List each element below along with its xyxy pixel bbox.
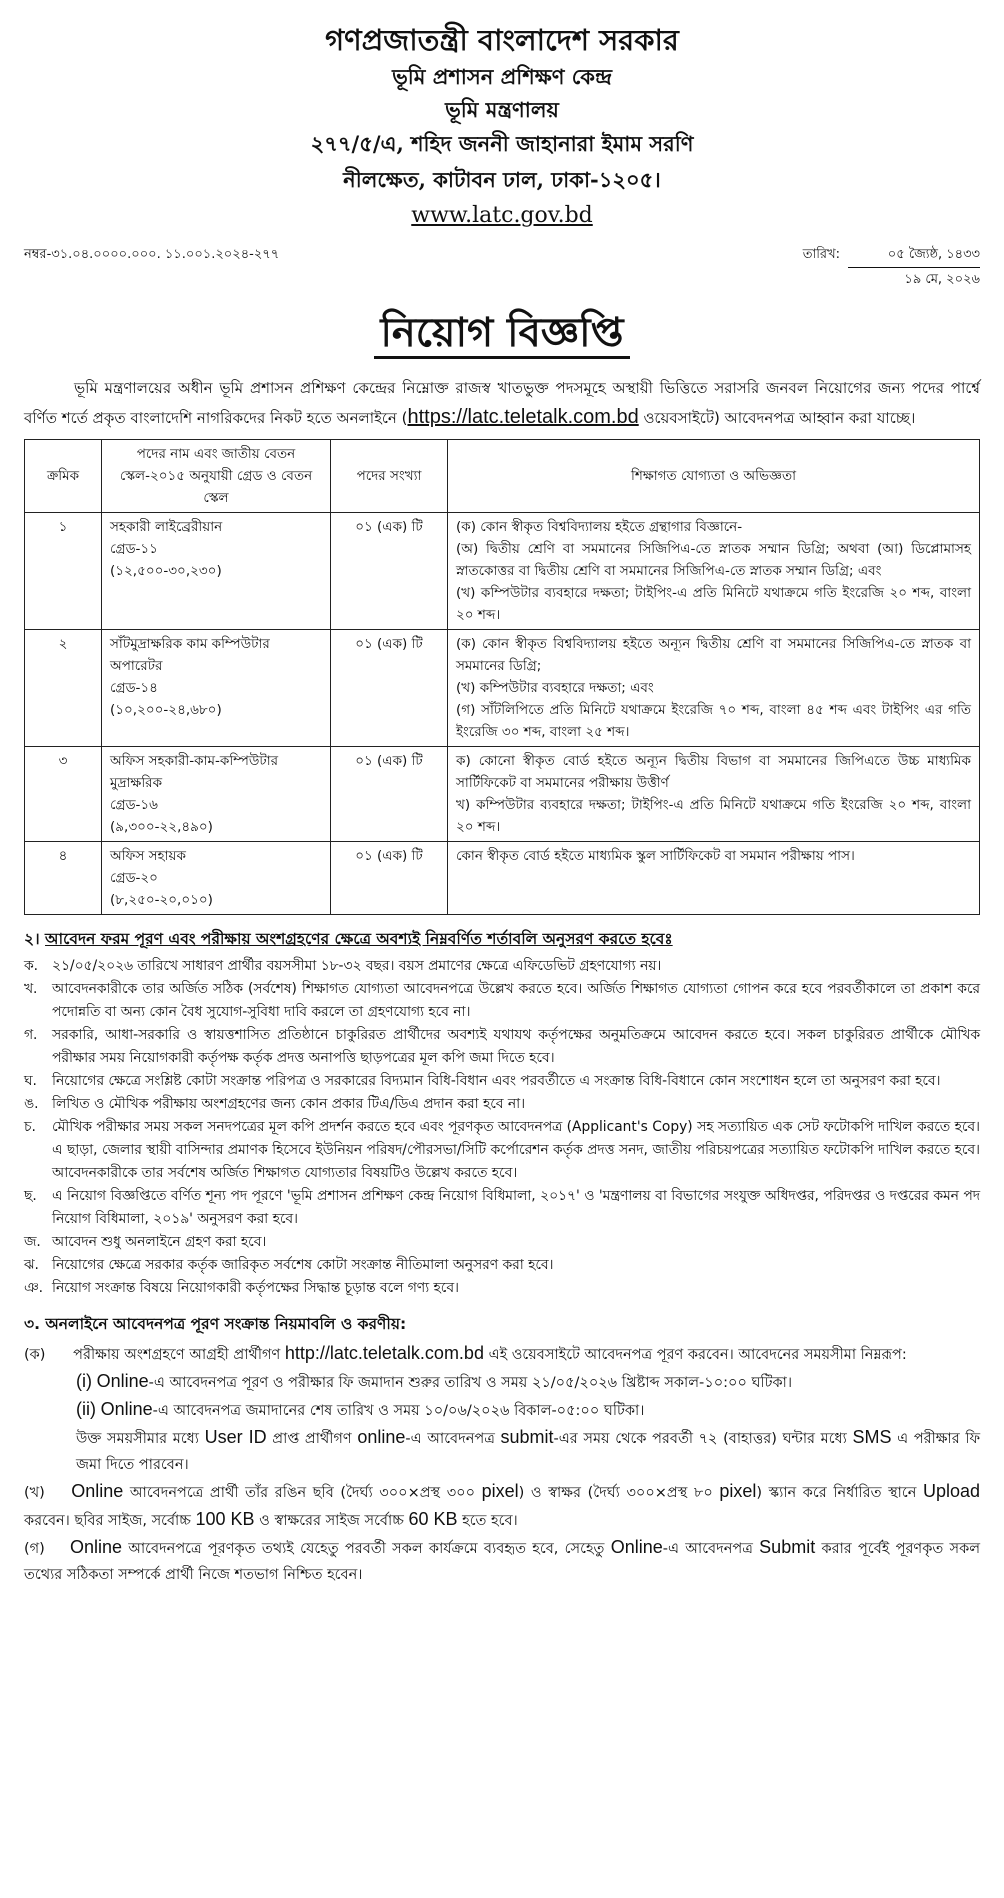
item-text: আবেদনকারীকে তার অর্জিত সঠিক (সর্বশেষ) শিক্ষাগত যোগ্যতা আবেদনপত্রে উল্লেখ করতে হবে। অর্জিত শিক্ষাগত যোগ্যতা গোপন করে হবে পরবর্তীকালে তা প্রকাশ করে পদোন্নতি বা অন্য কোন বৈধ সুযোগ-সুবিধা দাবি করলে তা গ্রহণযোগ্য হবে না।: [52, 981, 980, 1020]
post-scale: (১২,৫০০-৩০,২৩০): [110, 563, 222, 579]
row-qualification: [448, 513, 980, 630]
ga-text: -এ আবেদনপত্র: [662, 1541, 753, 1557]
note-text: এ পরীক্ষার ফি জমা দিতে পারবেন।: [76, 1431, 981, 1473]
intro-paragraph: [24, 374, 980, 433]
qual-line: (খ) কম্পিউটার ব্যবহারে দক্ষতা; এবং: [456, 680, 654, 696]
qual-line: (ক) কোন স্বীকৃত বিশ্ববিদ্যালয় হইতে অন্যূন দ্বিতীয় শ্রেণি বা সমমানের সিজিপিএ-তে স্নাতক বা সমমানের ডিগ্রি;: [456, 636, 971, 674]
online-term: Online: [610, 1537, 663, 1557]
section-3-body: [24, 1340, 980, 1588]
item-text: নিয়োগ সংক্রান্ত বিষয়ে নিয়োগকারী কর্তৃপক্ষের সিদ্ধান্ত চূড়ান্ত বলে গণ্য হবে।: [52, 1280, 459, 1296]
kha-text: হতে হবে।: [462, 1513, 518, 1529]
ka-text-2: এই ওয়েবসাইটে আবেদনপত্র পূরণ করবেন। আবেদনের সময়সীমা নিম্নরূপ:: [488, 1347, 907, 1363]
row-qualification: [448, 630, 980, 747]
memo-row: [24, 246, 980, 300]
item-key: ছ.: [24, 1188, 37, 1204]
post-scale: (১০,২০০-২৪,৬৮০): [110, 702, 222, 718]
post-scale: (৮,২৫০-২০,০১০): [110, 892, 213, 908]
intro-text: ভূমি মন্ত্রণালয়ের অধীন ভূমি প্রশাসন প্রশিক্ষণ কেন্দ্রের নিম্নোক্ত রাজস্ব খাতভুক্ত পদসমূহে অস্থায়ী ভিত্তিতে সরাসরি জনবল নিয়োগের জন্য পদের পার্শ্বে বর্ণিত শর্তে প্রকৃত বাংলাদেশি নাগরিকদের নিকট হতে অনলাইনে (: [24, 379, 980, 427]
address-line-1: ২৭৭/৫/এ, শহিদ জননী জাহানারা ইমাম সরণি: [310, 131, 694, 156]
qual-line: খ) কম্পিউটার ব্যবহারে দক্ষতা; টাইপিং-এ প্রতি মিনিটে যথাক্রমে গতি ইংরেজি ২০ শব্দ, বাংলা ২০ শব্দ।: [456, 797, 971, 835]
item-text: সরকারি, আধা-সরকারি ও স্বায়ত্তশাসিত প্রতিষ্ঠানে চাকুরিরত প্রার্থীদের অবশ্যই যথাযথ কর্তৃপক্ষের অনুমতিক্রমে আবেদন করতে হবে। সকল চাকুরিরত প্রার্থীকে মৌখিক পরীক্ষার সময় নিয়োগকারী কর্তৃপক্ষ কর্তৃক প্রদত্ত অনাপত্তি ছাড়পত্রের মূল কপি জমা দিতে হবে।: [52, 1027, 980, 1066]
row-post: [102, 842, 331, 915]
list-item: [24, 1185, 980, 1231]
schedule-ii: [24, 1396, 980, 1424]
kha-text: ) ও স্বাক্ষর (দৈর্ঘ্য ৩০০×প্রস্থ ৮০: [518, 1485, 713, 1501]
schedule-i-text: -এ আবেদনপত্র পূরণ ও পরীক্ষার ফি জমাদান শুরুর তারিখ ও সময় ২১/০৫/২০২৬ খ্রিষ্টাব্দ সকাল-১০:০০ ঘটিকা।: [148, 1375, 793, 1391]
post-name: অফিস সহকারী-কাম-কম্পিউটার মুদ্রাক্ষরিক: [110, 753, 279, 791]
list-item: [24, 978, 980, 1024]
col-count: পদের সংখ্যা: [331, 440, 448, 513]
user-id-note: [24, 1424, 980, 1478]
list-item: [24, 1024, 980, 1070]
item-text: ২১/০৫/২০২৬ তারিখে সাধারণ প্রার্থীর বয়সসীমা ১৮-৩২ বছর। বয়স প্রমাণের ক্ষেত্রে এফিডেভিট গ্রহণযোগ্য নয়।: [52, 958, 662, 974]
item-key: গ.: [24, 1027, 38, 1043]
section-3-item-kha: [24, 1478, 980, 1534]
letterhead: [24, 20, 980, 234]
notice-title: [24, 306, 980, 360]
section-2-title: আবেদন ফরম পূরণ এবং পরীক্ষায় অংশগ্রহণের ক্ষেত্রে অবশ্যই নিম্নবর্ণিত শর্তাবলি অনুসরণ করতে হবেঃ: [45, 930, 673, 948]
ministry-name: ভূমি মন্ত্রণালয়: [445, 97, 559, 122]
date-box: [848, 246, 980, 288]
user-id-term: User ID: [204, 1427, 267, 1447]
ga-text: করার পূর্বেই পূরণকৃত সকল তথ্যের সঠিকতা সম্পর্কে প্রার্থী নিজে শতভাগ নিশ্চিত হবেন।: [24, 1541, 981, 1583]
section-3-heading: ৩. অনলাইনে আবেদনপত্র পূরণ সংক্রান্ত নিয়মাবলি ও করণীয়:: [24, 1315, 407, 1333]
upload-term: Upload: [922, 1481, 981, 1501]
intro-suffix: ওয়েবসাইটে) আবেদনপত্র আহ্বান করা যাচ্ছে।: [638, 409, 916, 427]
list-item: [24, 1231, 980, 1254]
sms-term: SMS: [852, 1427, 892, 1447]
item-text: নিয়োগের ক্ষেত্রে সরকার কর্তৃক জারিকৃত সর্বশেষ কোটা সংক্রান্ত নীতিমালা অনুসরণ করা হবে।: [52, 1257, 554, 1273]
section-3-item-ka: [24, 1340, 980, 1368]
post-name: অফিস সহায়ক: [110, 848, 186, 864]
government-name: গণপ্রজাতন্ত্রী বাংলাদেশ সরকার: [325, 23, 679, 57]
row-serial: ৪: [25, 842, 102, 915]
row-post: [102, 630, 331, 747]
row-post: [102, 513, 331, 630]
submit-term: Submit: [759, 1537, 816, 1557]
application-url-link[interactable]: https://latc.teletalk.com.bd: [407, 406, 639, 428]
photo-size-limit: 100 KB: [195, 1509, 255, 1529]
website-link[interactable]: www.latc.gov.bd: [411, 203, 593, 228]
list-item: [24, 1254, 980, 1277]
section-3-item-ga: [24, 1534, 980, 1588]
section-2-number: ২।: [24, 930, 40, 948]
qual-line: ক) কোনো স্বীকৃত বোর্ড হইতে অন্যূন দ্বিতীয় বিভাগ বা সমমানের জিপিএতে উচ্চ মাধ্যমিক সার্টিফিকেট বা সমমানের পরীক্ষায় উত্তীর্ণ: [456, 753, 971, 791]
qual-line: (অ) দ্বিতীয় শ্রেণি বা সমমানের সিজিপিএ-তে স্নাতক সম্মান ডিগ্রি; অথবা (আ) ডিপ্লোমাসহ স্নাতকোত্তর বা দ্বিতীয় শ্রেণি বা সমমানের সিজিপিএ-তে স্নাতক সম্মান ডিগ্রি; এবং: [456, 541, 971, 579]
date-bangla: ০৫ জ্যৈষ্ঠ, ১৪৩৩: [848, 246, 980, 268]
list-item: [24, 1093, 980, 1116]
row-count: ০১ (এক) টি: [331, 747, 448, 842]
item-text: মৌখিক পরীক্ষার সময় সকল সনদপত্রের মূল কপি প্রদর্শন করতে হবে এবং পূরণকৃত আবেদনপত্র (Applicant's Copy) সহ সত্যায়িত এক সেট ফটোকপি দাখিল করতে হবে। এ ছাড়া, জেলার স্থায়ী বাসিন্দার প্রমাণক হিসেবে ইউনিয়ন পরিষদ/পৌরসভা/সিটি কর্পোরেশন কর্তৃক প্রদত্ত সনদ, জাতীয় পরিচয়পত্রের সত্যায়িত ফটোকপি দাখিল করতে হবে। আবেদনকারীকে তার সর্বশেষ অর্জিত শিক্ষাগত যোগ্যতার বিষয়টিও উল্লেখ করতে হবে।: [52, 1119, 980, 1181]
note-text: উক্ত সময়সীমার মধ্যে: [76, 1431, 199, 1447]
pixel-term: pixel: [719, 1481, 757, 1501]
row-count: ০১ (এক) টি: [331, 842, 448, 915]
table-row: [25, 747, 980, 842]
item-key: ঘ.: [24, 1073, 37, 1089]
col-post: পদের নাম এবং জাতীয় বেতন স্কেল-২০১৫ অনুযায়ী গ্রেড ও বেতন স্কেল: [102, 440, 331, 513]
row-serial: ২: [25, 630, 102, 747]
col-serial: ক্রমিক: [25, 440, 102, 513]
online-term: online: [357, 1427, 406, 1447]
date-english: ১৯ মে, ২০২৬: [904, 271, 980, 287]
note-text: -এ আবেদনপত্র: [405, 1431, 495, 1447]
title-text: নিয়োগ বিজ্ঞপ্তি: [374, 309, 629, 359]
table-row: [25, 842, 980, 915]
row-qualification: [448, 747, 980, 842]
row-qualification: [448, 842, 980, 915]
item-key: (খ): [24, 1485, 45, 1501]
memo-number: নম্বর-৩১.০৪.০০০০.০০০. ১১.০০১.২০২৪-২৭৭: [24, 247, 280, 262]
item-key: ঝ.: [24, 1257, 39, 1273]
post-grade: গ্রেড-২০: [110, 870, 158, 886]
signature-size-limit: 60 KB: [408, 1509, 458, 1529]
post-scale: (৯,৩০০-২২,৪৯০): [110, 819, 213, 835]
item-key: (ii): [76, 1399, 96, 1419]
item-key: (গ): [24, 1541, 45, 1557]
item-key: জ.: [24, 1234, 41, 1250]
item-text: এ নিয়োগ বিজ্ঞপ্তিতে বর্ণিত শূন্য পদ পূরণে 'ভূমি প্রশাসন প্রশিক্ষণ কেন্দ্র নিয়োগ বিধিমালা, ২০১৭' ও 'মন্ত্রণালয় বা বিভাগের সংযুক্ত অধিদপ্তর, পরিদপ্তর ও দপ্তরের কমন পদ নিয়োগ বিধিমালা, ২০১৯' অনুসরণ করা হবে।: [52, 1188, 980, 1227]
online-term: Online: [100, 1399, 153, 1419]
section-2-heading: [24, 927, 980, 951]
table-header-row: [25, 440, 980, 513]
section-2-list: [24, 955, 980, 1300]
item-text: নিয়োগের ক্ষেত্রে সংশ্লিষ্ট কোটা সংক্রান্ত পরিপত্র ও সরকারের বিদ্যমান বিধি-বিধান এবং পরবর্তীতে এ সংক্রান্ত বিধি-বিধানে কোন সংশোধন হলে তা অনুসরণ করা হবে।: [52, 1073, 941, 1089]
online-term: Online: [69, 1537, 122, 1557]
item-key: ঞ.: [24, 1280, 43, 1296]
item-text: লিখিত ও মৌখিক পরীক্ষায় অংশগ্রহণের জন্য কোন প্রকার টিএ/ডিএ প্রদান করা হবে না।: [52, 1096, 526, 1112]
item-key: (i): [76, 1371, 92, 1391]
post-grade: গ্রেড-১১: [110, 541, 158, 557]
qual-line: কোন স্বীকৃত বোর্ড হইতে মাধ্যমিক স্কুল সার্টিফিকেট বা সমমান পরীক্ষায় পাস।: [456, 848, 855, 864]
list-item: [24, 1070, 980, 1093]
kha-text: আবেদনপত্রে প্রার্থী তাঁর রঙিন ছবি (দৈর্ঘ্য ৩০০×প্রস্থ ৩০০: [129, 1485, 476, 1501]
teletalk-url-link[interactable]: http://latc.teletalk.com.bd: [284, 1343, 484, 1363]
table-row: [25, 630, 980, 747]
qual-line: (খ) কম্পিউটার ব্যবহারে দক্ষতা; টাইপিং-এ প্রতি মিনিটে যথাক্রমে গতি ইংরেজি ২০ শব্দ, বাংলা ২০ শব্দ।: [456, 585, 971, 623]
item-text: আবেদন শুধু অনলাইনে গ্রহণ করা হবে।: [52, 1234, 267, 1250]
list-item: [24, 955, 980, 978]
ga-text: আবেদনপত্রে পূরণকৃত তথ্যই যেহেতু পরবর্তী সকল কার্যক্রমে ব্যবহৃত হবে, সেহেতু: [128, 1541, 605, 1557]
office-name: ভূমি প্রশাসন প্রশিক্ষণ কেন্দ্র: [392, 64, 612, 89]
item-key: খ.: [24, 981, 38, 997]
schedule-ii-text: -এ আবেদনপত্র জমাদানের শেষ তারিখ ও সময় ১০/০৬/২০২৬ বিকাল-০৫:০০ ঘটিকা।: [152, 1403, 645, 1419]
address-line-2: নীলক্ষেত, কাটাবন ঢাল, ঢাকা-১২০৫।: [343, 167, 661, 192]
post-name: সাঁটমুদ্রাক্ষরিক কাম কম্পিউটার অপারেটর: [110, 636, 270, 674]
item-key: চ.: [24, 1119, 36, 1135]
row-post: [102, 747, 331, 842]
list-item: [24, 1116, 980, 1185]
kha-text: করবেন। ছবির সাইজ, সর্বোচ্চ: [24, 1513, 191, 1529]
kha-text: ) স্ক্যান করে নির্ধারিত স্থানে: [756, 1485, 917, 1501]
note-text: প্রাপ্ত প্রার্থীগণ: [272, 1431, 352, 1447]
row-count: ০১ (এক) টি: [331, 513, 448, 630]
row-count: ০১ (এক) টি: [331, 630, 448, 747]
post-name: সহকারী লাইব্রেরীয়ান: [110, 519, 223, 535]
submit-term: submit: [500, 1427, 554, 1447]
schedule-i: [24, 1368, 980, 1396]
table-row: [25, 513, 980, 630]
online-term: Online: [71, 1481, 124, 1501]
qual-line: (গ) সাঁটলিপিতে প্রতি মিনিটে যথাক্রমে ইংরেজি ৭০ শব্দ, বাংলা ৪৫ শব্দ এবং টাইপিং এর গতি ইংরেজি ৩০ শব্দ, বাংলা ২৫ শব্দ।: [456, 702, 971, 740]
pixel-term: pixel: [481, 1481, 519, 1501]
item-key: ঙ.: [24, 1096, 39, 1112]
col-qualification: শিক্ষাগত যোগ্যতা ও অভিজ্ঞতা: [448, 440, 980, 513]
note-text: -এর সময় থেকে পরবর্তী ৭২ (বাহাত্তর) ঘন্টার মধ্যে: [553, 1431, 847, 1447]
post-grade: গ্রেড-১৬: [110, 797, 158, 813]
item-key: ক.: [24, 958, 39, 974]
qual-line: (ক) কোন স্বীকৃত বিশ্ববিদ্যালয় হইতে গ্রন্থাগার বিজ্ঞানে-: [456, 519, 743, 535]
ka-text-1: পরীক্ষায় অংশগ্রহণে আগ্রহী প্রার্থীগণ: [73, 1347, 281, 1363]
date-label: তারিখ:: [802, 247, 840, 262]
row-serial: ১: [25, 513, 102, 630]
kha-text: ও স্বাক্ষরের সাইজ সর্বোচ্চ: [259, 1513, 404, 1529]
online-term: Online: [96, 1371, 149, 1391]
item-key: (ক): [24, 1347, 46, 1363]
posts-table: [24, 439, 980, 915]
post-grade: গ্রেড-১৪: [110, 680, 158, 696]
list-item: [24, 1277, 980, 1300]
row-serial: ৩: [25, 747, 102, 842]
